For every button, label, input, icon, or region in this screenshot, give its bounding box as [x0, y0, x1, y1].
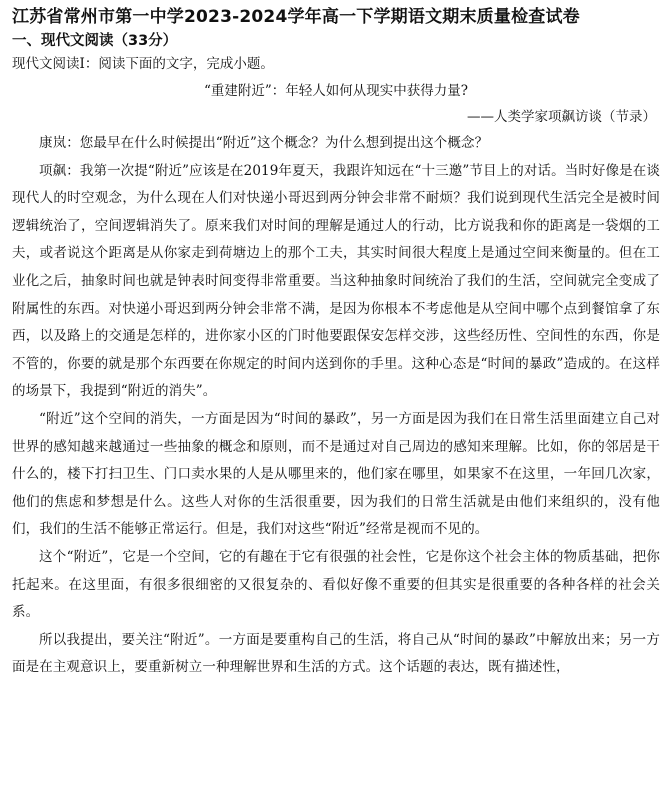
paragraph-conclusion: 所以我提出，要关注“附近”。一方面是要重构自己的生活，将自己从“时间的暴政”中解放出来；另一方面是在主观意识上，要重新树立一种理解世界和生活的方式。这个话题的表达，既有描述性， [12, 631, 660, 676]
paragraph-nearby-space: 这个“附近”，它是一个空间，它的有趣在于它有很强的社会性，它是你这个社会主体的物质基础，把你托起来。在这里面，有很多很细密的又很复杂的、看似好像不重要的但其实是很重要的各种各样的社会关系。 [12, 548, 660, 621]
paragraph-question: 康岚：您最早在什么时候提出“附近”这个概念？为什么想到提出这个概念？ [39, 135, 489, 151]
reading-instruction: 现代文阅读Ⅰ：阅读下面的文字，完成小题。 [12, 56, 274, 72]
article-body [12, 130, 660, 682]
article-byline: ——人类学家项飙访谈（节录） [467, 109, 656, 125]
paragraph-answer: 项飙：我第一次提“附近”应该是在2019年夏天，我跟许知远在“十三邀”节目上的对话。当时好像是在谈现代人的时空观念，为什么现在人们对快递小哥迟到两分钟会非常不耐烦？我们说到现代生活完全是被时间逻辑统治了，空间逻辑消失了。原来我们对时间的理解是通过人的行动，比方说我和你的距离是一袋烟的工夫，或者说这个距离是从你家走到荷塘边上的那个工夫，其实时间很大程度上是通过空间来衡量的。但在工业化之后，抽象时间也就是钟表时间变得非常重要。当这种抽象时间统治了我们的生活，空间就完全变成了附属性的东西。对快递小哥迟到两分钟会非常不满，是因为你根本不考虑他是从空间中哪个点到餐馆拿了东西，以及路上的交通是怎样的，进你家小区的门时他要跟保安怎样交涉，这些经历性、空间性的东西，你是不管的，你要的就是那个东西要在你规定的时间内送到你的手里。这种心态是“时间的暴政”造成的。在这样的场景下，我提到“附近的消失”。 [12, 162, 660, 400]
paragraph-nearby-disappearance: “附近”这个空间的消失，一方面是因为“时间的暴政”，另一方面是因为我们在日常生活里面建立自己对世界的感知越来越通过一些抽象的概念和原则，而不是通过对自己周边的感知来理解。比如，你的邻居是干什么的，楼下打扫卫生、门口卖水果的人是从哪里来的，他们家在哪里，如果家不在这里，一年回几次家，他们的焦虑和梦想是什么。这些人对你的生活很重要，因为我们的日常生活就是由他们来组织的，没有他们，我们的生活不能够正常运行。但是，我们对这些“附近”经常是视而不见的。 [12, 410, 660, 538]
article-title: “重建附近”：年轻人如何从现实中获得力量? [203, 83, 469, 99]
exam-title: 江苏省常州市第一中学2023-2024学年高一下学期语文期末质量检查试卷 [12, 7, 580, 27]
section-heading: 一、现代文阅读（33分） [12, 33, 178, 49]
